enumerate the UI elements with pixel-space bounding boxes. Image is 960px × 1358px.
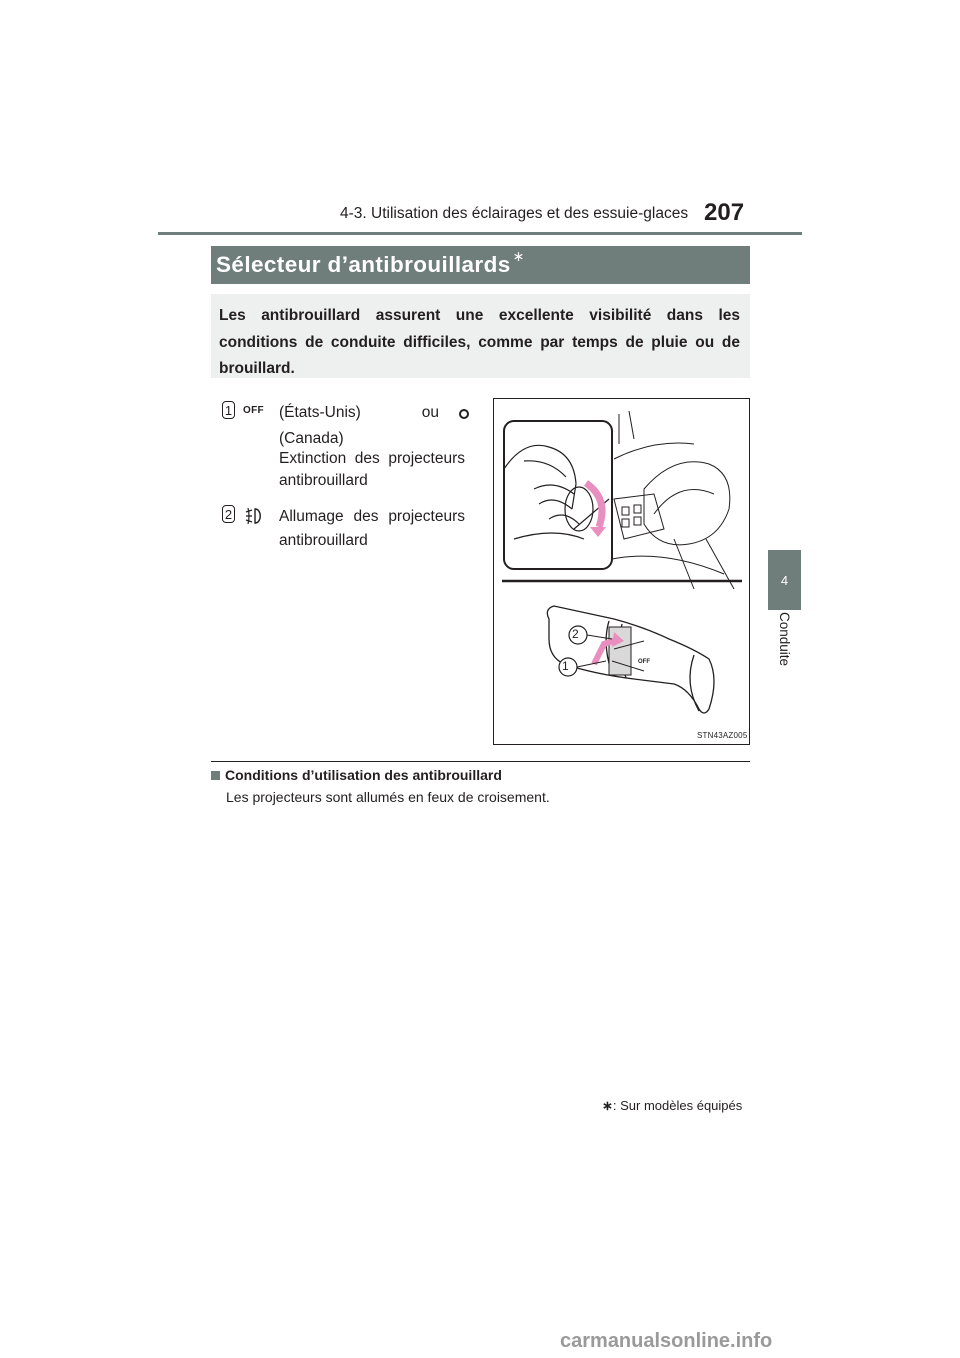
page-number: 207 <box>704 199 745 226</box>
square-bullet-icon <box>211 771 220 780</box>
footnote-asterisk: ∗ <box>602 1098 613 1113</box>
figure-code: STN43AZ005 <box>697 731 748 740</box>
item-number-2: 2 <box>222 505 235 523</box>
section-divider <box>211 761 750 762</box>
item-1-usa: (États-Unis) <box>279 404 361 421</box>
fog-light-icon <box>243 506 265 526</box>
fog-switch-illustration <box>494 399 749 744</box>
figure <box>493 398 750 745</box>
conditions-body: Les projecteurs sont allumés en feux de croisement. <box>226 789 550 805</box>
item-2-allumage: Allumage des projecteurs <box>279 508 465 525</box>
section-heading: 4-3. Utilisation des éclairages et des essuie-glaces <box>340 205 689 222</box>
page-title <box>211 246 750 284</box>
item-number-1: 1 <box>222 401 235 419</box>
chapter-tab <box>768 550 801 610</box>
fog-off-circle-icon <box>458 408 470 420</box>
chapter-label: Conduite <box>777 612 792 667</box>
item-1-antibrouillard: antibrouillard <box>279 472 368 489</box>
callout-2: 2 <box>572 627 579 641</box>
switch-off-label: OFF <box>638 659 650 665</box>
item-1-or: ou <box>421 404 439 421</box>
watermark: carmanualsonline.info <box>560 1330 773 1352</box>
page-title-text: Sélecteur d’antibrouillards <box>216 252 511 277</box>
off-icon: OFF <box>243 405 264 416</box>
footnote-text: : Sur modèles équipés <box>612 1098 743 1113</box>
conditions-heading <box>211 767 502 783</box>
item-1-canada: (Canada) <box>279 430 344 447</box>
callout-1: 1 <box>562 659 569 673</box>
header-divider <box>158 232 802 235</box>
conditions-title: Conditions d’utilisation des antibrouillard <box>225 767 502 783</box>
intro-text: Les antibrouillard assurent une excellente visibilité dans les conditions de conduite difficiles, comme par temps de pluie ou de brouillard. <box>219 307 740 377</box>
chapter-number: 4 <box>780 572 789 588</box>
intro-box <box>211 294 750 378</box>
footnote <box>602 1098 742 1114</box>
item-2-antibrouillard: antibrouillard <box>279 532 368 549</box>
item-1-line-1 <box>279 402 465 424</box>
title-asterisk: ∗ <box>512 247 525 264</box>
item-1-extinction: Extinction des projecteurs <box>279 450 465 467</box>
